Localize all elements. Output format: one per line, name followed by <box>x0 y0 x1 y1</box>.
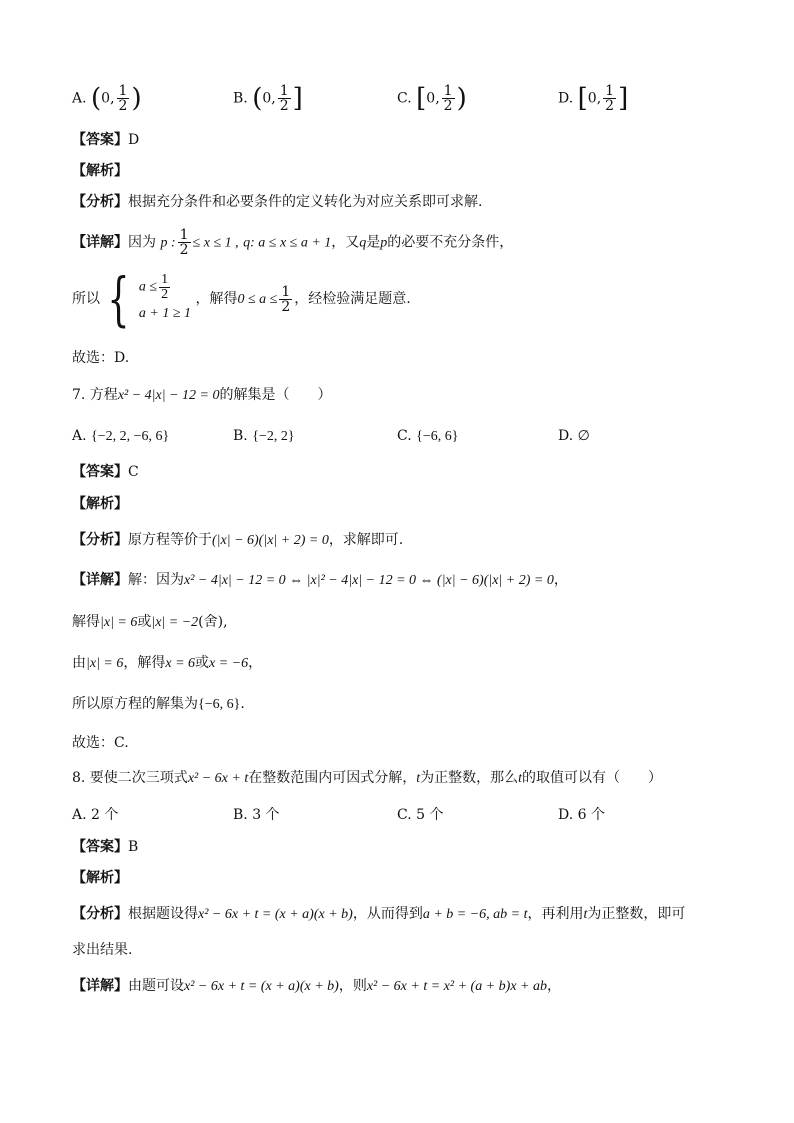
text: 根据题设得 <box>128 906 198 922</box>
math-expr: x² − 6x + t = x² + (a + b)x + ab <box>366 979 547 994</box>
q7-option-c <box>397 426 458 447</box>
fraction <box>603 84 616 113</box>
option-label: A. <box>72 90 87 107</box>
system-row-2: a + 1 ≥ 1 <box>138 305 192 321</box>
text: ，求解即可. <box>328 532 404 548</box>
fraction <box>159 273 170 302</box>
q7-option-d <box>558 426 590 447</box>
interval-left: 0 <box>426 90 436 107</box>
math-var: p <box>380 235 388 251</box>
fenxi-tag: 【分析】 <box>72 906 128 922</box>
interval-close: ] <box>292 83 303 114</box>
text: ，从而得到 <box>352 906 423 922</box>
q8-option-a: A. 2 个 <box>72 807 119 823</box>
text: ， <box>553 572 568 588</box>
q6-analysis-tag <box>72 161 128 181</box>
text: 因为 <box>128 234 156 251</box>
math-expr: p : <box>160 235 176 251</box>
frac-den: 2 <box>279 98 289 114</box>
fenxi-tag: 【分析】 <box>72 532 128 548</box>
interval-close: ) <box>131 83 142 114</box>
q7-option-a <box>72 426 169 447</box>
answer-value: B <box>128 839 139 855</box>
text: 为正整数，即可 <box>587 906 686 922</box>
q8-option-b: B. 3 个 <box>233 807 280 823</box>
system-rows <box>139 273 191 326</box>
frac-num: 1 <box>281 283 291 300</box>
q8-fenxi-line2 <box>72 940 132 960</box>
interval-close: ) <box>456 83 467 114</box>
option-value: {−2, 2} <box>252 429 295 444</box>
fraction <box>117 84 130 113</box>
math-expr: |x| = −2 <box>151 615 199 630</box>
text: 由题可设 <box>128 978 184 994</box>
answer-tag: 【答案】 <box>72 132 128 148</box>
stem-text: 7. 方程 <box>72 387 118 403</box>
text: 的必要不充分条件， <box>387 234 514 251</box>
fenxi-tag: 【分析】 <box>72 194 128 210</box>
text: ，再利用 <box>527 906 584 922</box>
q6-option-a: A. (0, $\frac{1}{2}$ ) <box>72 83 142 114</box>
analysis-tag: 【解析】 <box>72 870 128 886</box>
text: 解：因为 <box>128 572 184 588</box>
interval-left: 0 <box>101 90 111 107</box>
math-expr: ≤ x ≤ 1 , <box>192 235 239 251</box>
text: 求出结果. <box>72 942 133 958</box>
interval-open: ( <box>91 83 102 114</box>
text: 是 <box>366 234 381 251</box>
frac-num: 1 <box>118 83 128 99</box>
frac-num: 1 <box>161 271 169 287</box>
analysis-tag: 【解析】 <box>72 496 128 512</box>
text: ，则 <box>338 978 367 994</box>
q7-stem <box>72 385 331 406</box>
q6-option-b: B. (0, $\frac{1}{2}$ ] <box>233 83 303 114</box>
math-expr: x² − 6x + t = (x + a)(x + b) <box>184 979 339 994</box>
interval-left: 0 <box>262 90 272 107</box>
xiangjie-tag: 【详解】 <box>72 572 128 588</box>
q7-xiangjie <box>72 570 568 591</box>
analysis-tag: 【解析】 <box>72 163 128 179</box>
math-expr: q: a ≤ x ≤ a + 1 <box>243 235 332 251</box>
math-expr: |x| = 6 <box>86 656 124 671</box>
q7-fenxi <box>72 530 403 551</box>
q7-line3 <box>72 653 262 674</box>
q6-guxuan <box>72 348 129 368</box>
q6-option-c: C. [0, $\frac{1}{2}$ ) <box>397 83 467 114</box>
q8-analysis-tag <box>72 868 128 888</box>
fraction <box>278 84 291 113</box>
row-text: a ≤ <box>138 279 158 295</box>
frac-den: 2 <box>118 98 128 114</box>
stem-text: 的解集是（ ） <box>219 387 332 403</box>
q8-option-d: D. 6 个 <box>558 807 605 823</box>
q6-system <box>72 265 411 333</box>
text: 原方程等价于 <box>128 532 212 548</box>
interval-left: 0 <box>587 90 597 107</box>
text: (舍), <box>198 614 228 630</box>
option-label: C. <box>397 428 412 444</box>
text: 解得 <box>72 614 100 630</box>
option-value: ∅ <box>577 429 590 444</box>
answer-tag: 【答案】 <box>72 839 128 855</box>
option-value: {−2, 2, −6, 6} <box>91 429 170 444</box>
interval-open: [ <box>416 83 427 114</box>
option-label: D. <box>558 90 574 107</box>
q8-stem <box>72 768 662 789</box>
math-var: q <box>359 235 367 251</box>
q7-option-b <box>233 426 295 447</box>
q6-fenxi <box>72 192 482 212</box>
text: ，经检验满足题意. <box>294 291 411 307</box>
q6-xiangjie <box>72 228 513 257</box>
text: . <box>240 696 245 712</box>
q7-line2 <box>72 612 228 633</box>
text: 由 <box>72 655 86 671</box>
q6-option-d: D. [0, $\frac{1}{2}$ ] <box>558 83 629 114</box>
option-label: B. <box>233 90 248 107</box>
math-expr: x = −6 <box>209 656 249 671</box>
text: 故选：C. <box>72 735 129 751</box>
math-expr: x² − 6x + t = (x + a)(x + b) <box>198 907 353 922</box>
option-value: {−6, 6} <box>416 429 459 444</box>
frac-num: 1 <box>443 83 453 99</box>
q7-analysis-tag <box>72 494 128 514</box>
xiangjie-tag: 【详解】 <box>72 978 128 994</box>
q8-xiangjie <box>72 976 561 997</box>
text: ，解得 <box>195 291 238 307</box>
stem-text: 8. 要使二次三项式 <box>72 770 188 786</box>
text: ， <box>248 655 263 671</box>
frac-den: 2 <box>605 98 615 114</box>
inequality-system <box>100 265 192 333</box>
frac-den: 2 <box>179 242 189 258</box>
math-expr: (|x| − 6)(|x| + 2) = 0 <box>212 533 329 548</box>
text: ， <box>546 978 561 994</box>
math-var: t <box>518 771 523 786</box>
frac-num: 1 <box>279 83 289 99</box>
q7-line4 <box>72 694 245 715</box>
answer-tag: 【答案】 <box>72 464 128 480</box>
text: 所以 <box>72 291 100 307</box>
q8-answer <box>72 837 138 857</box>
text: 故选：D. <box>72 350 130 366</box>
interval-open: [ <box>577 83 588 114</box>
q7-guxuan <box>72 733 129 753</box>
math-expr: x = 6 <box>165 656 196 671</box>
text: 或 <box>137 614 152 630</box>
math-var: t <box>416 771 421 786</box>
fraction <box>178 228 191 257</box>
stem-text: 为正整数，那么 <box>420 770 519 786</box>
stem-text: 的取值可以有（ ） <box>522 770 663 786</box>
text: ，又 <box>331 234 360 251</box>
system-row-1 <box>139 273 191 302</box>
math-expr: {−6, 6} <box>198 697 241 712</box>
math-expr: a + b = −6, ab = t <box>422 907 528 922</box>
answer-value: C <box>128 464 139 480</box>
math-expr: x² − 6x + t <box>187 771 249 786</box>
q7-answer <box>72 462 139 482</box>
frac-num: 1 <box>605 83 615 99</box>
interval-open: ( <box>252 83 263 114</box>
option-label: B. <box>233 428 248 444</box>
fraction <box>279 285 292 314</box>
math-expr: x² − 4|x| − 12 = 0 ⇔ |x|² − 4|x| − 12 = 0 ⇔ (|x| − 6)(|x| + 2) = 0 <box>184 573 554 588</box>
option-label: C. <box>397 90 412 107</box>
math-expr: |x| = 6 <box>100 615 138 630</box>
frac-den: 2 <box>443 98 453 114</box>
math-expr: x² − 4|x| − 12 = 0 <box>117 388 220 403</box>
fenxi-text: 根据充分条件和必要条件的定义转化为对应关系即可求解. <box>128 194 483 210</box>
option-label: A. <box>72 428 87 444</box>
brace-icon: { <box>107 265 130 333</box>
math-var: t <box>583 907 588 922</box>
q8-option-c: C. 5 个 <box>397 807 444 823</box>
text: 所以原方程的解集为 <box>72 696 198 712</box>
interval-close: ] <box>618 83 629 114</box>
option-label: D. <box>558 428 574 444</box>
frac-num: 1 <box>179 227 189 243</box>
xiangjie-tag: 【详解】 <box>72 234 128 251</box>
stem-text: 在整数范围内可因式分解， <box>248 770 417 786</box>
frac-den: 2 <box>161 286 169 302</box>
math-expr: 0 ≤ a ≤ <box>237 292 278 307</box>
fraction <box>442 84 455 113</box>
q8-fenxi <box>72 904 685 925</box>
text: 或 <box>195 655 210 671</box>
frac-den: 2 <box>281 298 291 315</box>
text: ，解得 <box>123 655 166 671</box>
answer-value: D <box>128 132 140 148</box>
q6-answer <box>72 130 139 150</box>
